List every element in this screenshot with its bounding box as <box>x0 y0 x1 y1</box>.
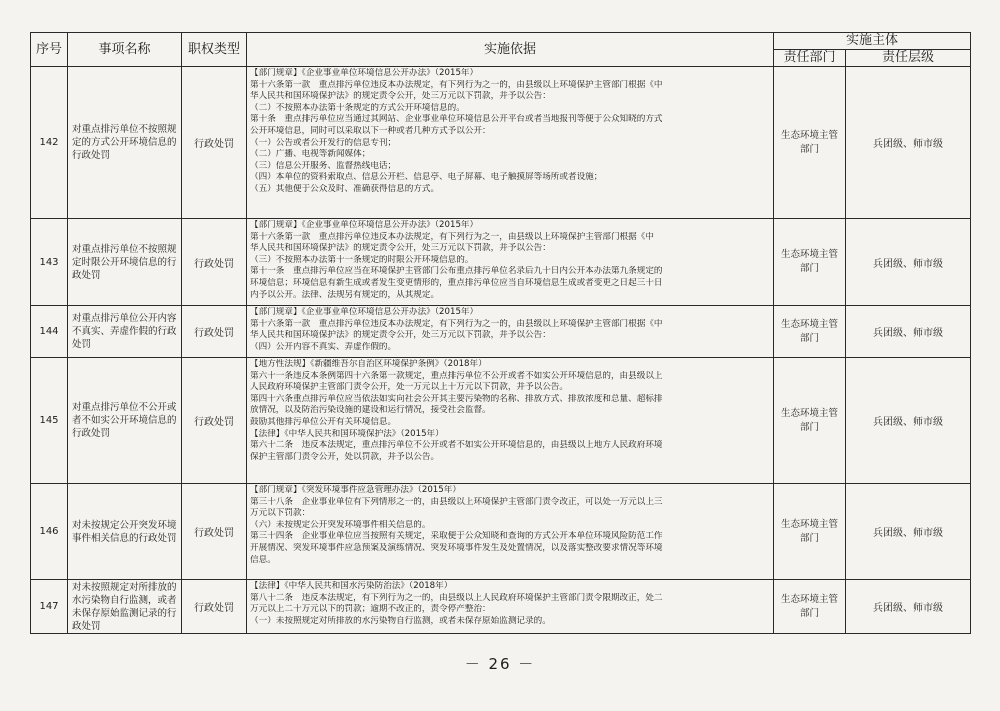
serial-number-cell: 146 <box>31 484 68 580</box>
power-type-cell: 行政处罚 <box>182 580 247 634</box>
serial-number-cell: 147 <box>31 580 68 634</box>
responsible-level-cell: 兵团级、师市级 <box>846 67 971 219</box>
legal-basis-line: （三）不按照本办法第十一条规定的时限公开环境信息的。 <box>250 254 474 265</box>
legal-basis-line: 人民政府环境保护主管部门责令公开，处一万元以上十万元以下罚款，并予以公告。 <box>250 382 568 393</box>
serial-number-cell: 145 <box>31 358 68 484</box>
legal-basis-line: 信息。 <box>250 554 276 565</box>
enforcement-table <box>30 32 971 634</box>
table-row <box>31 580 971 634</box>
page-number: － 26 － <box>464 655 536 673</box>
legal-basis-line: 万元以上二十万元以下的罚款；逾期不改正的，责令停产整治： <box>250 604 491 615</box>
serial-number-cell: 144 <box>31 306 68 358</box>
header-legal-basis: 实施依据 <box>247 33 774 67</box>
legal-basis-line: 万元以下罚款： <box>250 508 311 519</box>
legal-basis-cell <box>247 67 774 219</box>
legal-basis-line: （一）公告或者公开发行的信息专刊； <box>250 137 397 148</box>
power-type-cell: 行政处罚 <box>182 358 247 484</box>
legal-basis-line: 华人民共和国环境保护法》的规定责令公开，处三万元以下罚款，并予以公告： <box>250 91 551 102</box>
legal-basis-line: 第十六条第一款 重点排污单位违反本办法规定，有下列行为之一的，由县级以上环境保护主管部门根据《中 <box>250 318 663 329</box>
legal-basis-line: 第三十四条 企业事业单位应当按照有关规定，采取便于公众知晓和查询的方式公开本单位环境风险防范工作 <box>250 531 663 542</box>
legal-basis-line: 【法律】《中华人民共和国水污染防治法》（2018年） <box>250 581 453 591</box>
legal-basis-line: 内予以公开。法律、法规另有规定的，从其规定。 <box>250 289 440 300</box>
item-name-cell: 对未按规定公开突发环境事件相关信息的行政处罚 <box>68 484 182 580</box>
header-responsible-dept: 责任部门 <box>774 50 846 67</box>
legal-basis-line: 【部门规章】《企业事业单位环境信息公开办法》（2015年） <box>250 307 479 317</box>
legal-basis-line: （五）其他便于公众及时、准确获得信息的方式。 <box>250 183 440 194</box>
table-body <box>31 67 971 634</box>
item-name-cell: 对未按照规定对所排放的水污染物自行监测，或者未保存原始监测记录的行政处罚 <box>68 580 182 634</box>
legal-basis-line: 第三十八条 企业事业单位有下列情形之一的，由县级以上环境保护主管部门责令改正，可以处一万元以上三 <box>250 496 663 507</box>
responsible-dept-cell: 生态环境主管部门 <box>774 219 846 306</box>
responsible-dept-cell: 生态环境主管部门 <box>774 358 846 484</box>
legal-basis-line: 华人民共和国环境保护法》的规定责令公开，处三万元以下罚款，并予以公告： <box>250 330 551 341</box>
header-implementing-subject: 实施主体 <box>774 33 971 50</box>
serial-number-cell: 142 <box>31 67 68 219</box>
legal-basis-line: 开展情况、突发环境事件应急预案及演练情况、突发环境事件发生及处置情况，以及落实整改要求情况等环境 <box>250 542 663 553</box>
item-name-cell: 对重点排污单位不公开或者不如实公开环境信息的行政处罚 <box>68 358 182 484</box>
legal-basis-line: 公开环境信息，同时可以采取以下一种或者几种方式予以公开： <box>250 125 491 136</box>
header-serial-no: 序号 <box>31 33 68 67</box>
header-item-name: 事项名称 <box>68 33 182 67</box>
table-row <box>31 358 971 484</box>
header-power-type: 职权类型 <box>182 33 247 67</box>
legal-basis-line: 华人民共和国环境保护法》的规定责令公开，处三万元以下罚款，并予以公告： <box>250 243 551 254</box>
responsible-dept-cell: 生态环境主管部门 <box>774 67 846 219</box>
legal-basis-line: 【部门规章】《企业事业单位环境信息公开办法》（2015年） <box>250 220 479 230</box>
power-type-cell: 行政处罚 <box>182 484 247 580</box>
legal-basis-line: 第六十一条违反本条例第四十六条第一款规定，重点排污单位不公开或者不如实公开环境信息的，由县级以上 <box>250 370 663 381</box>
legal-basis-line: （四）本单位的资料索取点、信息公开栏、信息亭、电子屏幕、电子触摸屏等场所或者设施； <box>250 172 603 183</box>
legal-basis-line: 第十条 重点排污单位应当通过其网站、企业事业单位环境信息公开平台或者当地报刊等便于公众知晓的方式 <box>250 114 663 125</box>
legal-basis-line: 鼓励其他排污单位公开有关环境信息。 <box>250 416 397 427</box>
item-name-cell: 对重点排污单位公开内容不真实、弄虚作假的行政处罚 <box>68 306 182 358</box>
table-row <box>31 67 971 219</box>
power-type-cell: 行政处罚 <box>182 67 247 219</box>
legal-basis-line: 保护主管部门责令公开，处以罚款，并予以公告。 <box>250 451 440 462</box>
legal-basis-line: （一）未按照规定对所排放的水污染物自行监测，或者未保存原始监测记录的。 <box>250 615 551 626</box>
item-name-cell: 对重点排污单位不按照规定时限公开环境信息的行政处罚 <box>68 219 182 306</box>
legal-basis-line: 【部门规章】《突发环境事件应急管理办法》（2015年） <box>250 485 461 495</box>
responsible-dept-cell: 生态环境主管部门 <box>774 306 846 358</box>
responsible-dept-cell: 生态环境主管部门 <box>774 580 846 634</box>
legal-basis-cell <box>247 358 774 484</box>
legal-basis-line: 第八十二条 违反本法规定，有下列行为之一的，由县级以上人民政府环境保护主管部门责令限期改正，处二 <box>250 592 663 603</box>
legal-basis-line: 第十六条第一款 重点排污单位违反本办法规定，有下列行为之一，由县级以上环境保护主管部门根据《中 <box>250 231 654 242</box>
responsible-level-cell: 兵团级、师市级 <box>846 580 971 634</box>
header-responsible-level: 责任层级 <box>846 50 971 67</box>
table-row <box>31 484 971 580</box>
item-name-cell: 对重点排污单位不按照规定的方式公开环境信息的行政处罚 <box>68 67 182 219</box>
legal-basis-cell <box>247 306 774 358</box>
responsible-level-cell: 兵团级、师市级 <box>846 484 971 580</box>
power-type-cell: 行政处罚 <box>182 219 247 306</box>
responsible-dept-cell: 生态环境主管部门 <box>774 484 846 580</box>
legal-basis-line: 环境信息；环境信息有新生成或者发生变更情形的，重点排污单位应当自环境信息生成或者变更之日起三十日 <box>250 277 663 288</box>
legal-basis-cell <box>247 580 774 634</box>
legal-basis-line: 放情况，以及防治污染设施的建设和运行情况，接受社会监督。 <box>250 405 491 416</box>
legal-basis-line: 第十一条 重点排污单位应当在环境保护主管部门公布重点排污单位名录后九十日内公开本办法第九条规定的 <box>250 266 663 277</box>
legal-basis-line: （三）信息公开服务、监督热线电话； <box>250 160 397 171</box>
legal-basis-line: 第十六条第一款 重点排污单位违反本办法规定，有下列行为之一的，由县级以上环境保护主管部门根据《中 <box>250 79 663 90</box>
responsible-level-cell: 兵团级、师市级 <box>846 306 971 358</box>
legal-basis-line: 第四十六条重点排污单位应当依法如实向社会公开其主要污染物的名称、排放方式、排放浓度和总量、超标排 <box>250 393 663 404</box>
legal-basis-line: （四）公开内容不真实、弄虚作假的。 <box>250 341 397 352</box>
legal-basis-line: 【地方性法规】《新疆维吾尔自治区环境保护条例》（2018年） <box>250 359 487 369</box>
legal-basis-cell <box>247 219 774 306</box>
legal-basis-cell <box>247 484 774 580</box>
table-row <box>31 219 971 306</box>
legal-basis-line: 【部门规章】《企业事业单位环境信息公开办法》（2015年） <box>250 68 479 78</box>
power-type-cell: 行政处罚 <box>182 306 247 358</box>
legal-basis-line: 第六十二条 违反本法规定，重点排污单位不公开或者不如实公开环境信息的，由县级以上地方人民政府环境 <box>250 440 663 451</box>
legal-basis-line: 【法律】《中华人民共和国环境保护法》（2015年） <box>250 428 444 439</box>
legal-basis-line: （二）广播、电视等新闻媒体； <box>250 149 371 160</box>
responsible-level-cell: 兵团级、师市级 <box>846 219 971 306</box>
responsible-level-cell: 兵团级、师市级 <box>846 358 971 484</box>
legal-basis-line: （六）未按规定公开突发环境事件相关信息的。 <box>250 519 431 530</box>
serial-number-cell: 143 <box>31 219 68 306</box>
table-row <box>31 306 971 358</box>
legal-basis-line: （二）不按照本办法第十条规定的方式公开环境信息的。 <box>250 102 465 113</box>
